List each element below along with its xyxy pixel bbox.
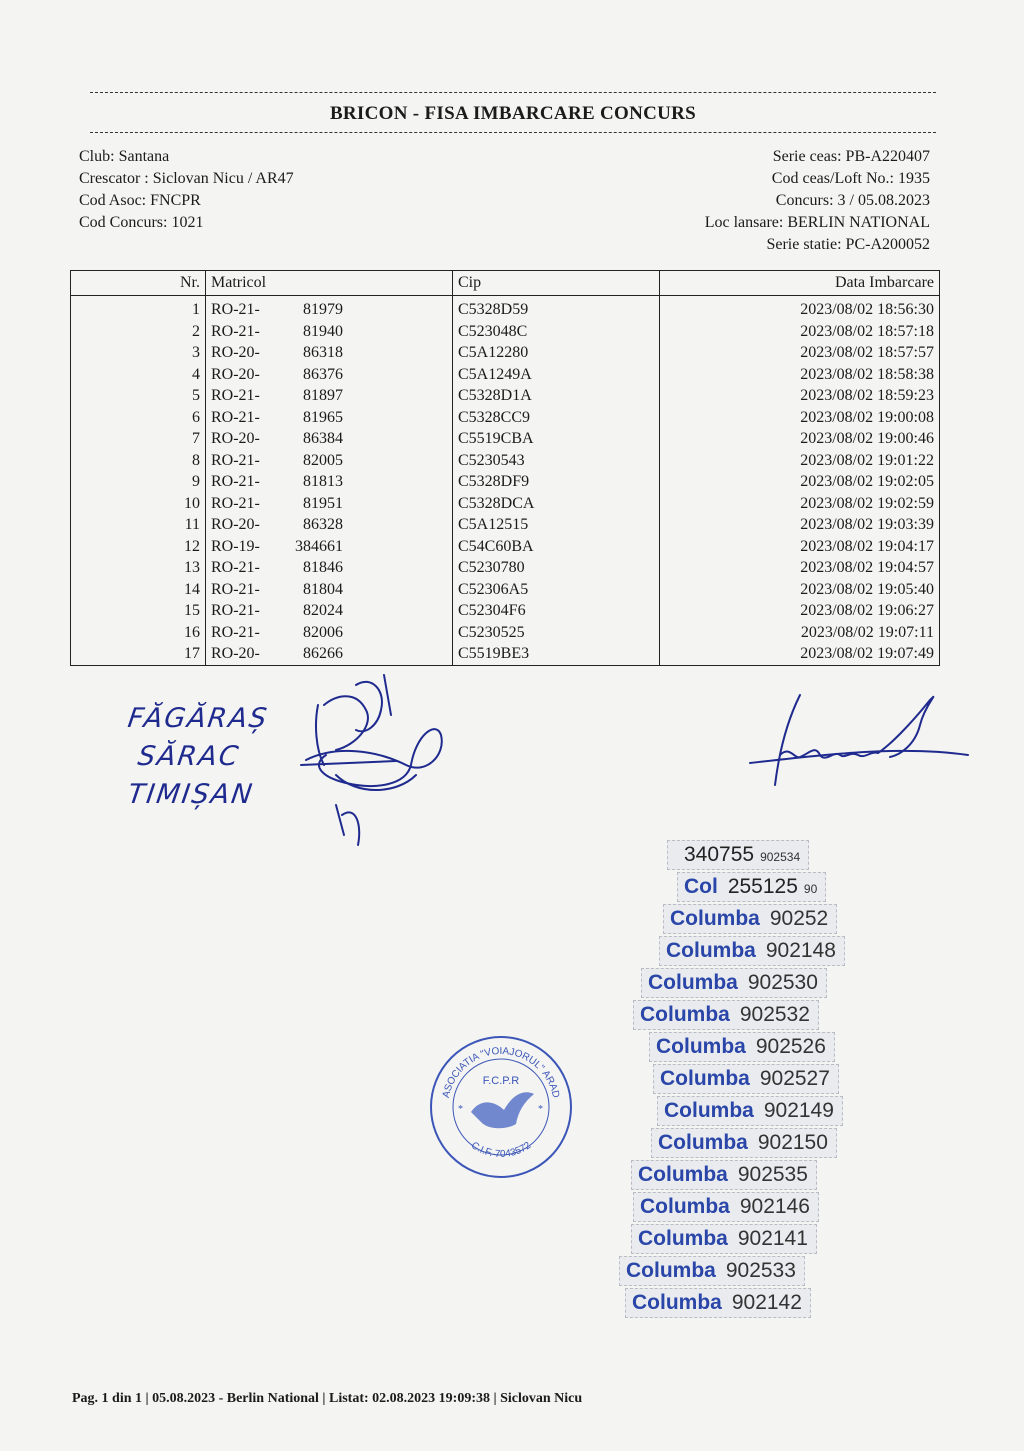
header-cip: Cip [453, 271, 660, 296]
cell-nr: 7 [71, 428, 206, 450]
sticker-number: 902149 [763, 1099, 834, 1122]
sticker-brand: Columba [640, 1003, 730, 1026]
cell-data-imbarcare: 2023/08/02 19:04:57 [660, 557, 940, 579]
cell-nr: 10 [71, 493, 206, 515]
table-row [71, 579, 940, 601]
meta-cod-asoc: Cod Asoc: FNCPR [79, 192, 201, 209]
table-header-row [71, 271, 940, 296]
ring-sticker [657, 1096, 843, 1126]
ring-sticker [625, 1288, 811, 1318]
ring-sticker [651, 1128, 837, 1158]
cell-data-imbarcare: 2023/08/02 19:07:11 [660, 622, 940, 644]
ring-sticker [667, 840, 809, 870]
cell-nr: 4 [71, 364, 206, 386]
cell-matricol [206, 471, 453, 493]
document-title: BRICON - FISA IMBARCARE CONCURS [329, 103, 697, 124]
sticker-brand: Columba [640, 1195, 730, 1218]
cell-matricol [206, 428, 453, 450]
matricol-prefix: RO-19- [211, 537, 260, 555]
table-row [71, 296, 940, 321]
table-row [71, 643, 940, 665]
stamp-text-mid: F.C.P.R [482, 1075, 520, 1087]
matricol-number: 81979 [303, 301, 343, 319]
cell-nr: 8 [71, 450, 206, 472]
svg-text:*: * [538, 1104, 543, 1115]
imbarcare-table [70, 270, 940, 666]
sticker-number: 902141 [737, 1227, 808, 1250]
cell-matricol [206, 342, 453, 364]
cell-cip: C54C60BA [453, 536, 660, 558]
table-row [71, 471, 940, 493]
cell-matricol [206, 296, 453, 321]
ring-sticker [659, 936, 845, 966]
cell-data-imbarcare: 2023/08/02 18:59:23 [660, 385, 940, 407]
cell-matricol [206, 321, 453, 343]
sticker-brand: Columba [638, 1163, 728, 1186]
table-row [71, 514, 940, 536]
handwritten-notes [125, 700, 271, 814]
cell-nr: 17 [71, 643, 206, 665]
sticker-extra: 90 [803, 882, 818, 896]
matricol-number: 86318 [303, 344, 343, 362]
cell-matricol [206, 600, 453, 622]
ring-sticker [649, 1032, 835, 1062]
cell-nr: 2 [71, 321, 206, 343]
cell-matricol [206, 514, 453, 536]
sticker-number: 902150 [757, 1131, 828, 1154]
matricol-prefix: RO-21- [211, 559, 260, 577]
cell-nr: 5 [71, 385, 206, 407]
sticker-number: 902533 [725, 1259, 796, 1282]
cell-matricol [206, 364, 453, 386]
page-footer: Pag. 1 din 1 | 05.08.2023 - Berlin National | Listat: 02.08.2023 19:09:38 | Siclovan Nicu [72, 1391, 583, 1406]
stamp-text-top: ASOCIATIA "VOIAJORUL" ARAD [440, 1045, 562, 1100]
header-nr: Nr. [71, 271, 206, 296]
stamp-text-bottom: C.I.F. 7043572 [468, 1140, 534, 1161]
ring-sticker [653, 1064, 839, 1094]
matricol-number: 86376 [303, 365, 343, 383]
cell-cip: C5A12280 [453, 342, 660, 364]
table-row [71, 342, 940, 364]
table-row [71, 321, 940, 343]
sticker-number: 90252 [769, 907, 829, 930]
svg-text:*: * [458, 1104, 463, 1115]
cell-data-imbarcare: 2023/08/02 19:05:40 [660, 579, 940, 601]
ring-sticker [677, 872, 826, 902]
svg-text:C.I.F. 7043572 [469, 1140, 533, 1160]
meta-serie-ceas: Serie ceas: PB-A220407 [772, 148, 930, 165]
matricol-prefix: RO-21- [211, 387, 260, 405]
ring-sticker [631, 1224, 817, 1254]
cell-cip: C5328D59 [453, 296, 660, 321]
cell-data-imbarcare: 2023/08/02 19:00:08 [660, 407, 940, 429]
matricol-prefix: RO-21- [211, 451, 260, 469]
ring-sticker [633, 1000, 819, 1030]
sticker-extra: 902534 [760, 850, 801, 864]
cell-data-imbarcare: 2023/08/02 19:01:22 [660, 450, 940, 472]
meta-right-block [705, 146, 930, 256]
cell-data-imbarcare: 2023/08/02 19:02:59 [660, 493, 940, 515]
matricol-prefix: RO-21- [211, 408, 260, 426]
table-row [71, 407, 940, 429]
cell-matricol [206, 536, 453, 558]
sticker-number: 902526 [755, 1035, 826, 1058]
header-data-imbarcare: Data Imbarcare [660, 271, 940, 296]
matricol-prefix: RO-20- [211, 344, 260, 362]
cell-cip: C5519CBA [453, 428, 660, 450]
matricol-prefix: RO-21- [211, 580, 260, 598]
sticker-brand: Col [684, 875, 718, 898]
matricol-prefix: RO-21- [211, 602, 260, 620]
matricol-prefix: RO-21- [211, 473, 260, 491]
meta-cod-ceas: Cod ceas/Loft No.: 1935 [771, 170, 930, 187]
cell-cip: C5230780 [453, 557, 660, 579]
meta-serie-statie: Serie statie: PC-A200052 [766, 236, 930, 253]
cell-data-imbarcare: 2023/08/02 19:04:17 [660, 536, 940, 558]
cell-data-imbarcare: 2023/08/02 18:57:18 [660, 321, 940, 343]
sticker-brand: Columba [660, 1067, 750, 1090]
cell-data-imbarcare: 2023/08/02 19:07:49 [660, 643, 940, 665]
cell-matricol [206, 385, 453, 407]
sticker-brand: Columba [670, 907, 760, 930]
cell-data-imbarcare: 2023/08/02 18:57:57 [660, 342, 940, 364]
cell-data-imbarcare: 2023/08/02 19:00:46 [660, 428, 940, 450]
header-matricol: Matricol [206, 271, 453, 296]
table-row [71, 600, 940, 622]
sticker-brand: Columba [638, 1227, 728, 1250]
sticker-number: 902532 [739, 1003, 810, 1026]
cell-matricol [206, 493, 453, 515]
cell-data-imbarcare: 2023/08/02 18:58:38 [660, 364, 940, 386]
matricol-prefix: RO-21- [211, 494, 260, 512]
matricol-prefix: RO-21- [211, 322, 260, 340]
sticker-brand: Columba [632, 1291, 722, 1314]
meta-club: Club: Santana [79, 148, 170, 165]
sticker-brand: Columba [648, 971, 738, 994]
cell-cip: C52304F6 [453, 600, 660, 622]
matricol-number: 81897 [303, 387, 343, 405]
association-stamp [426, 1032, 576, 1182]
cell-data-imbarcare: 2023/08/02 18:56:30 [660, 296, 940, 321]
matricol-prefix: RO-21- [211, 623, 260, 641]
cell-matricol [206, 450, 453, 472]
matricol-number: 81804 [303, 580, 343, 598]
sticker-number: 255125 [727, 875, 798, 898]
sticker-number: 340755 [684, 843, 755, 866]
cell-nr: 14 [71, 579, 206, 601]
matricol-number: 384661 [295, 537, 343, 555]
cell-matricol [206, 643, 453, 665]
matricol-prefix: RO-20- [211, 430, 260, 448]
cell-cip: C5328DF9 [453, 471, 660, 493]
cell-matricol [206, 557, 453, 579]
matricol-number: 81940 [303, 322, 343, 340]
meta-loc-lansare: Loc lansare: BERLIN NATIONAL [704, 214, 930, 231]
cell-cip: C5230543 [453, 450, 660, 472]
cell-nr: 16 [71, 622, 206, 644]
ring-sticker [633, 1192, 819, 1222]
cell-cip: C5328D1A [453, 385, 660, 407]
cell-nr: 1 [71, 296, 206, 321]
cell-nr: 11 [71, 514, 206, 536]
sticker-number: 902535 [737, 1163, 808, 1186]
sticker-brand: Columba [656, 1035, 746, 1058]
matricol-prefix: RO-20- [211, 365, 260, 383]
meta-left-block [79, 146, 294, 234]
matricol-prefix: RO-20- [211, 516, 260, 534]
table-row [71, 364, 940, 386]
table-row [71, 450, 940, 472]
cell-data-imbarcare: 2023/08/02 19:03:39 [660, 514, 940, 536]
sticker-brand: Columba [658, 1131, 748, 1154]
cell-nr: 9 [71, 471, 206, 493]
matricol-number: 82005 [303, 451, 343, 469]
matricol-prefix: RO-21- [211, 301, 260, 319]
ring-sticker [641, 968, 827, 998]
handwritten-line: FĂGĂRAȘ [125, 703, 271, 734]
table-row [71, 622, 940, 644]
table-row [71, 385, 940, 407]
table-row [71, 493, 940, 515]
ring-sticker [631, 1160, 817, 1190]
handwritten-line: SĂRAC [135, 741, 242, 772]
cell-nr: 12 [71, 536, 206, 558]
cell-cip: C5230525 [453, 622, 660, 644]
matricol-number: 81813 [303, 473, 343, 491]
cell-cip: C52306A5 [453, 579, 660, 601]
matricol-number: 81846 [303, 559, 343, 577]
matricol-number: 82024 [303, 602, 343, 620]
cell-data-imbarcare: 2023/08/02 19:02:05 [660, 471, 940, 493]
sticker-number: 902146 [739, 1195, 810, 1218]
meta-crescator: Crescator : Siclovan Nicu / AR47 [79, 170, 294, 187]
cell-cip: C523048C [453, 321, 660, 343]
matricol-number: 86328 [303, 516, 343, 534]
table-row [71, 428, 940, 450]
cell-cip: C5328CC9 [453, 407, 660, 429]
cell-matricol [206, 622, 453, 644]
cell-nr: 13 [71, 557, 206, 579]
cell-nr: 6 [71, 407, 206, 429]
handwritten-line: TIMIȘAN [125, 779, 256, 810]
cell-cip: C5328DCA [453, 493, 660, 515]
table-row [71, 536, 940, 558]
ring-sticker [663, 904, 837, 934]
cell-matricol [206, 579, 453, 601]
sticker-brand: Columba [626, 1259, 716, 1282]
sticker-brand: Columba [666, 939, 756, 962]
title-dashed-rule [90, 132, 936, 133]
meta-cod-concurs: Cod Concurs: 1021 [79, 214, 204, 231]
table-row [71, 557, 940, 579]
sticker-number: 902142 [731, 1291, 802, 1314]
sticker-number: 902530 [747, 971, 818, 994]
cell-data-imbarcare: 2023/08/02 19:06:27 [660, 600, 940, 622]
cell-cip: C5A12515 [453, 514, 660, 536]
matricol-number: 86266 [303, 645, 343, 663]
matricol-number: 81965 [303, 408, 343, 426]
sticker-number: 902527 [759, 1067, 830, 1090]
cell-cip: C5519BE3 [453, 643, 660, 665]
ring-sticker [619, 1256, 805, 1286]
matricol-number: 81951 [303, 494, 343, 512]
cell-cip: C5A1249A [453, 364, 660, 386]
cell-matricol [206, 407, 453, 429]
sticker-brand: Columba [664, 1099, 754, 1122]
sticker-number: 902148 [765, 939, 836, 962]
matricol-number: 82006 [303, 623, 343, 641]
top-dashed-rule [90, 92, 936, 93]
dove-icon [471, 1092, 534, 1128]
signature-left [296, 665, 456, 855]
meta-concurs: Concurs: 3 / 05.08.2023 [775, 192, 930, 209]
cell-nr: 15 [71, 600, 206, 622]
cell-nr: 3 [71, 342, 206, 364]
matricol-prefix: RO-20- [211, 645, 260, 663]
signature-right [740, 685, 970, 795]
svg-text:ASOCIATIA "VOIAJORUL" ARAD [441, 1046, 561, 1099]
matricol-number: 86384 [303, 430, 343, 448]
